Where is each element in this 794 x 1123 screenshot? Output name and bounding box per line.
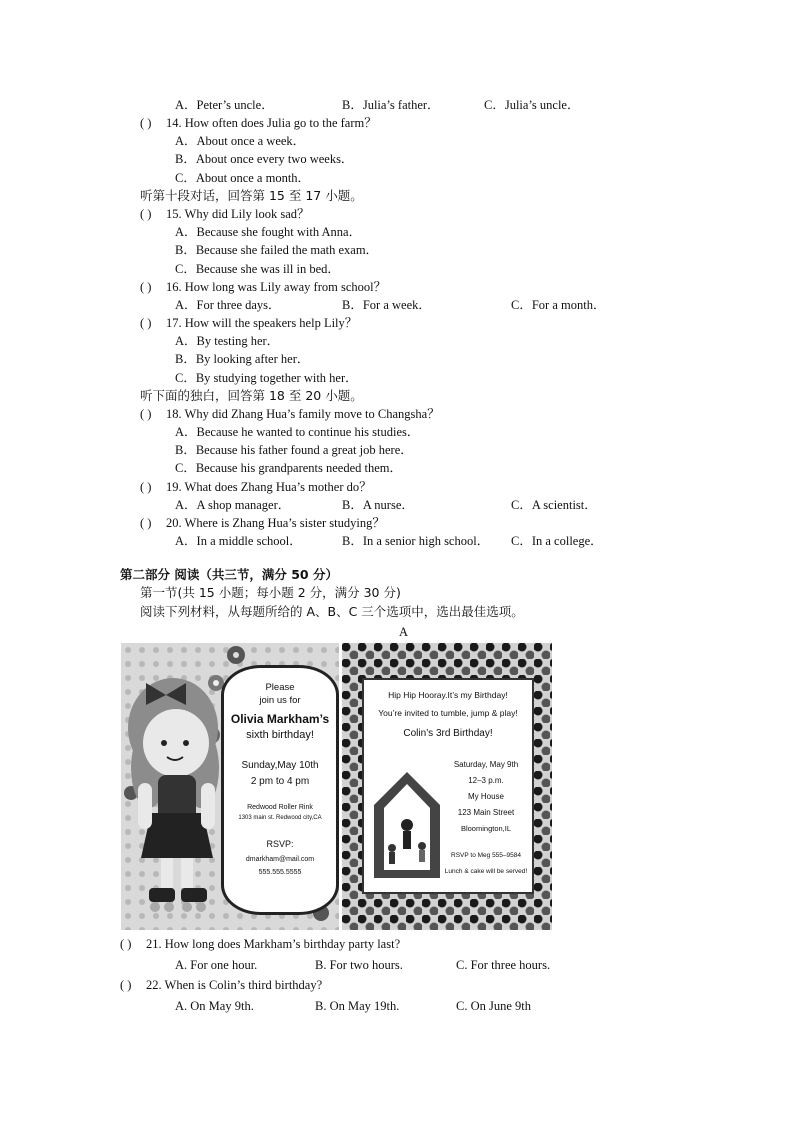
- answer-blank[interactable]: ( ): [140, 280, 152, 294]
- q21-option-c: C. For three hours.: [456, 958, 551, 972]
- invite-phone: 555.555.5555: [258, 869, 302, 876]
- q19-option-a: A．A shop manager．: [175, 498, 291, 512]
- invite-venue: My House: [467, 792, 504, 801]
- q22-option-b: B. On May 19th.: [315, 999, 400, 1013]
- q20-option-a: A．In a middle school．: [175, 534, 302, 548]
- q15-option-b: B．Because she failed the math exam．: [175, 243, 379, 257]
- answer-blank[interactable]: ( ): [120, 978, 132, 992]
- invite-line: join us for: [259, 695, 301, 706]
- invite-rsvp: RSVP:: [266, 839, 294, 849]
- question-text: 14. How often does Julia go to the farm？: [166, 116, 377, 130]
- q18-option-b: B．Because his father found a great job here．: [175, 443, 413, 457]
- invite-city: Bloomington,IL: [460, 824, 512, 833]
- invite-time: 2 pm to 4 pm: [250, 776, 310, 787]
- question-text: 16. How long was Lily away from school？: [166, 280, 387, 294]
- q17-option-b: B．By looking after her．: [175, 352, 310, 366]
- question-text: 22. When is Colin’s third birthday?: [146, 978, 323, 992]
- invite-line: Hip Hip Hooray.It’s my Birthday!: [388, 690, 508, 700]
- answer-blank[interactable]: ( ): [120, 937, 132, 951]
- q14-stem: [140, 115, 377, 131]
- invite-email: dmarkham@mail.com: [245, 856, 315, 863]
- invite-venue: Redwood Roller Rink: [247, 804, 313, 811]
- q19-stem: [140, 479, 372, 495]
- reading-instructions: 阅读下列材料，从每题所给的 A、B、C 三个选项中，选出最佳选项。: [140, 604, 524, 619]
- q17-option-a: A．By testing her．: [175, 334, 280, 348]
- answer-blank[interactable]: ( ): [140, 116, 152, 130]
- invite-note: Lunch & cake will be served!: [444, 868, 528, 875]
- q20-option-c: C．In a college．: [511, 534, 603, 548]
- invite-name: Olivia Markham’s: [230, 712, 330, 726]
- invite-line: Please: [265, 682, 295, 693]
- invite-line: You’re invited to tumble, jump & play!: [378, 708, 518, 718]
- invite-time: 12–3 p.m.: [468, 776, 504, 785]
- answer-blank[interactable]: ( ): [140, 316, 152, 330]
- q18-option-a: A．Because he wanted to continue his studies．: [175, 425, 420, 439]
- q13-option-b: B．Julia’s father．: [342, 98, 440, 112]
- q20-stem: [140, 515, 385, 531]
- bounce-house-icon: [372, 770, 442, 880]
- invitation-frame: [221, 665, 339, 915]
- q16-option-c: C．For a month．: [511, 298, 606, 312]
- q13-option-c: C．Julia’s uncle．: [484, 98, 580, 112]
- q18-option-c: C．Because his grandparents needed them．: [175, 461, 403, 475]
- q22-option-c: C. On June 9th: [456, 999, 531, 1013]
- q21-option-b: B. For two hours.: [315, 958, 403, 972]
- invite-address: 1303 main st. Redwood city,CA: [238, 815, 322, 821]
- question-text: 18. Why did Zhang Hua’s family move to Changsha？: [166, 407, 440, 421]
- instruction-dialogue-10: 听第十段对话，回答第 15 至 17 小题。: [140, 188, 363, 203]
- q21-option-a: A. For one hour.: [175, 958, 258, 972]
- q17-option-c: C．By studying together with her．: [175, 371, 358, 385]
- question-text: 21. How long does Markham’s birthday party last?: [146, 937, 401, 951]
- q19-option-b: B．A nurse．: [342, 498, 414, 512]
- q17-stem: [140, 315, 357, 331]
- invite-name: Colin’s 3rd Birthday!: [403, 728, 493, 739]
- invitation-frame: [362, 678, 534, 894]
- q16-option-b: B．For a week．: [342, 298, 431, 312]
- q15-stem: [140, 206, 310, 222]
- q18-stem: [140, 406, 440, 422]
- invite-date: Saturday, May 9th: [453, 760, 519, 769]
- colin-invitation: [342, 643, 552, 930]
- q20-option-b: B．In a senior high school．: [342, 534, 490, 548]
- q22-option-a: A. On May 9th.: [175, 999, 254, 1013]
- part-title: 第二部分 阅读（共三节，满分 50 分）: [120, 567, 338, 582]
- question-text: 19. What does Zhang Hua’s mother do？: [166, 480, 372, 494]
- q15-option-a: A．Because she fought with Anna．: [175, 225, 362, 239]
- q16-stem: [140, 279, 386, 295]
- q22-stem: [120, 977, 322, 993]
- birthday-invitations-image: [121, 643, 552, 930]
- q14-option-b: B．About once every two weeks．: [175, 152, 354, 166]
- question-text: 20. Where is Zhang Hua’s sister studying？: [166, 516, 385, 530]
- q14-option-a: A．About once a week．: [175, 134, 306, 148]
- question-text: 15. Why did Lily look sad？: [166, 207, 310, 221]
- invite-line: sixth birthday!: [246, 729, 314, 741]
- q13-option-a: A．Peter’s uncle．: [175, 98, 274, 112]
- q15-option-c: C．Because she was ill in bed．: [175, 262, 340, 276]
- section-heading: 第一节(共 15 小题；每小题 2 分，满分 30 分): [140, 585, 401, 600]
- invite-rsvp: RSVP to Meg 555–9584: [451, 852, 521, 859]
- q16-option-a: A．For three days．: [175, 298, 281, 312]
- invite-address: 123 Main Street: [457, 808, 515, 817]
- answer-blank[interactable]: ( ): [140, 207, 152, 221]
- q19-option-c: C．A scientist．: [511, 498, 597, 512]
- answer-blank[interactable]: ( ): [140, 407, 152, 421]
- answer-blank[interactable]: ( ): [140, 516, 152, 530]
- answer-blank[interactable]: ( ): [140, 480, 152, 494]
- question-text: 17. How will the speakers help Lily？: [166, 316, 358, 330]
- invite-date: Sunday,May 10th: [241, 760, 319, 771]
- q21-stem: [120, 936, 400, 952]
- instruction-monologue: 听下面的独白，回答第 18 至 20 小题。: [140, 388, 363, 403]
- passage-label: A: [399, 625, 409, 639]
- olivia-invitation: [121, 643, 339, 930]
- q14-option-c: C．About once a month．: [175, 171, 311, 185]
